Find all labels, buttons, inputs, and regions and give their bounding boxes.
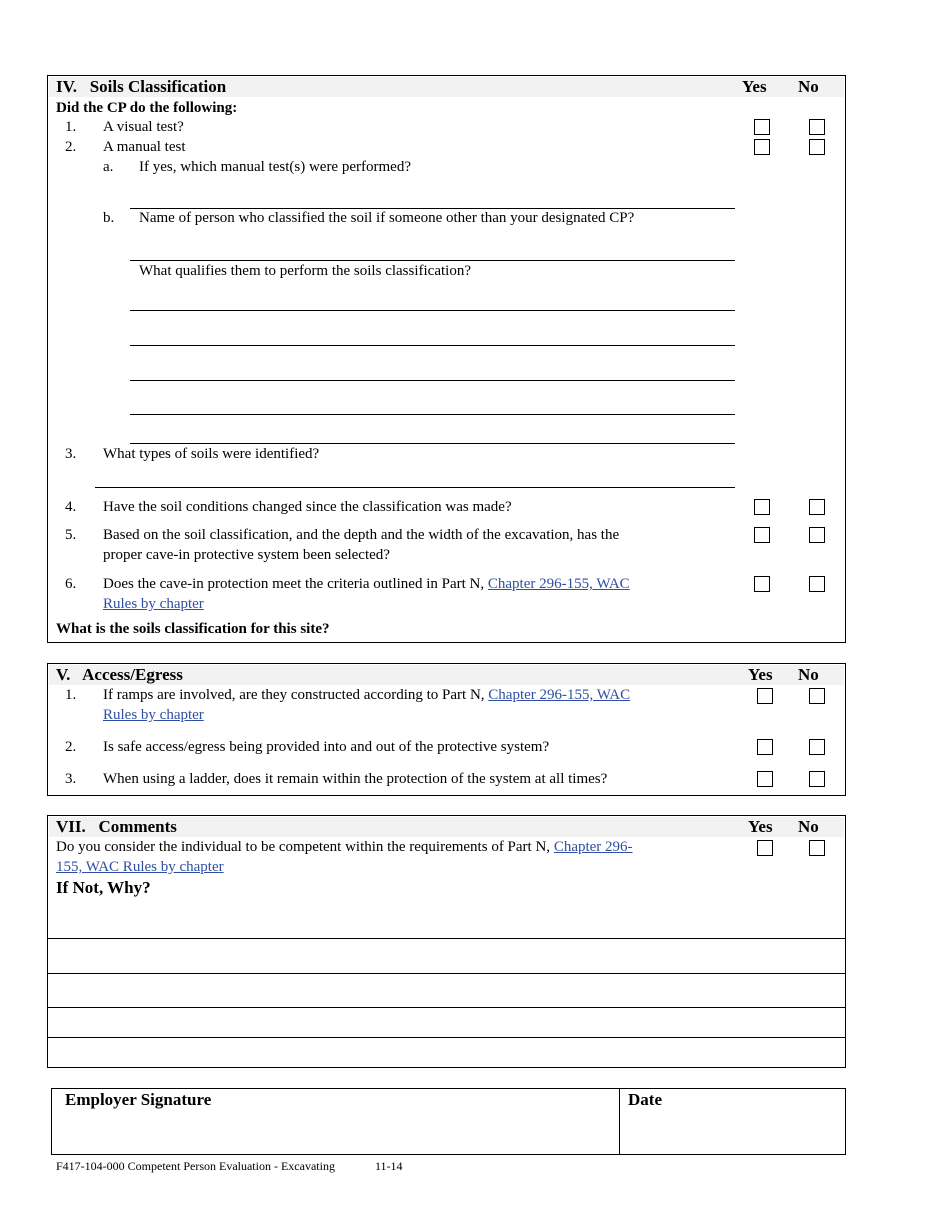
- question-number: 1.: [65, 119, 77, 135]
- comment-line[interactable]: [48, 938, 845, 939]
- no-column-header: No: [798, 77, 819, 96]
- qualifications-answer-line[interactable]: [130, 345, 735, 346]
- question-number: 1.: [65, 687, 77, 703]
- wac-rules-by-chapter-link[interactable]: Rules by chapter: [103, 707, 204, 723]
- competent-yes-checkbox[interactable]: [757, 840, 773, 856]
- signature-divider: [619, 1089, 620, 1154]
- question-classifier-qualifications: What qualifies them to perform the soils classification?: [139, 263, 471, 279]
- protective-system-no-checkbox[interactable]: [809, 527, 825, 543]
- date-field[interactable]: Date: [628, 1090, 662, 1109]
- section-soils-classification: [47, 75, 846, 643]
- question-number: 2.: [65, 139, 77, 155]
- safe-access-no-checkbox[interactable]: [809, 739, 825, 755]
- wac-chapter-link[interactable]: Chapter 296-: [553, 839, 633, 855]
- question-ramps: [103, 685, 630, 705]
- qualifications-answer-line[interactable]: [130, 380, 735, 381]
- wac-rules-by-chapter-link[interactable]: 155, WAC Rules by chapter: [56, 859, 224, 875]
- question-number: 3.: [65, 771, 77, 787]
- no-column-header: No: [798, 817, 819, 836]
- protective-system-yes-checkbox[interactable]: [754, 527, 770, 543]
- section-access-egress: [47, 663, 846, 796]
- qualifications-answer-line[interactable]: [130, 414, 735, 415]
- question-number: 6.: [65, 576, 77, 592]
- question-number: 2.: [65, 739, 77, 755]
- wac-chapter-link[interactable]: Chapter 296-155, WAC: [487, 576, 630, 592]
- question-ramps-line2: [103, 705, 204, 725]
- visual-test-yes-checkbox[interactable]: [754, 119, 770, 135]
- section-comments: [47, 815, 846, 1068]
- wac-rules-by-chapter-link[interactable]: Rules by chapter: [103, 596, 204, 612]
- question-number: 3.: [65, 446, 77, 462]
- question-competency: [56, 837, 633, 857]
- if-not-why-label: If Not, Why?: [56, 878, 151, 897]
- question-soil-conditions-changed: Have the soil conditions changed since the classification was made?: [103, 499, 512, 515]
- question-text: If ramps are involved, are they constructed according to Part N,: [103, 687, 489, 703]
- question-cave-in-criteria: [103, 574, 630, 594]
- comment-line[interactable]: [48, 1037, 845, 1038]
- section-intro: Did the CP do the following:: [56, 100, 238, 116]
- qualifications-answer-line[interactable]: [130, 310, 735, 311]
- question-ladder: When using a ladder, does it remain within the protection of the system at all times?: [103, 771, 608, 787]
- question-soil-types: What types of soils were identified?: [103, 446, 320, 462]
- safe-access-yes-checkbox[interactable]: [757, 739, 773, 755]
- sub-question-letter: a.: [103, 159, 114, 175]
- signature-block: [51, 1088, 846, 1155]
- comment-line[interactable]: [48, 1007, 845, 1008]
- soils-classification-question: What is the soils classification for this site?: [56, 621, 330, 637]
- footer-revision: 11-14: [375, 1159, 403, 1173]
- yes-column-header: Yes: [742, 77, 767, 96]
- question-classifier-name: Name of person who classified the soil if someone other than your designated CP?: [139, 210, 635, 226]
- question-visual-test: A visual test?: [103, 119, 184, 135]
- question-text: Do you consider the individual to be competent within the requirements of Part N,: [56, 839, 554, 855]
- manual-test-no-checkbox[interactable]: [809, 139, 825, 155]
- employer-signature-field[interactable]: Employer Signature: [65, 1090, 212, 1109]
- question-competency-line2: [56, 857, 224, 877]
- question-manual-test: A manual test: [103, 139, 186, 155]
- cave-in-criteria-no-checkbox[interactable]: [809, 576, 825, 592]
- ramps-no-checkbox[interactable]: [809, 688, 825, 704]
- question-safe-access: Is safe access/egress being provided into and out of the protective system?: [103, 739, 550, 755]
- cave-in-criteria-yes-checkbox[interactable]: [754, 576, 770, 592]
- ladder-yes-checkbox[interactable]: [757, 771, 773, 787]
- question-manual-tests-performed: If yes, which manual test(s) were performed?: [139, 159, 411, 175]
- question-number: 5.: [65, 527, 77, 543]
- question-text: Does the cave-in protection meet the criteria outlined in Part N,: [103, 576, 488, 592]
- ramps-yes-checkbox[interactable]: [757, 688, 773, 704]
- question-cave-in-criteria-line2: [103, 594, 204, 614]
- question-protective-system-line1: Based on the soil classification, and the depth and the width of the excavation, has the: [103, 527, 620, 543]
- yes-column-header: Yes: [748, 817, 773, 836]
- section-title: VII. Comments: [56, 817, 177, 836]
- section-title: IV. Soils Classification: [56, 77, 227, 96]
- comment-line[interactable]: [48, 973, 845, 974]
- soil-conditions-yes-checkbox[interactable]: [754, 499, 770, 515]
- wac-chapter-link[interactable]: Chapter 296-155, WAC: [488, 687, 631, 703]
- question-number: 4.: [65, 499, 77, 515]
- question-protective-system-line2: proper cave-in protective system been selected?: [103, 547, 390, 563]
- soil-conditions-no-checkbox[interactable]: [809, 499, 825, 515]
- competent-no-checkbox[interactable]: [809, 840, 825, 856]
- section-title: V. Access/Egress: [56, 665, 183, 684]
- visual-test-no-checkbox[interactable]: [809, 119, 825, 135]
- ladder-no-checkbox[interactable]: [809, 771, 825, 787]
- footer-form-id: F417-104-000 Competent Person Evaluation - Excavating: [56, 1159, 335, 1173]
- no-column-header: No: [798, 665, 819, 684]
- yes-column-header: Yes: [748, 665, 773, 684]
- soil-types-answer-line[interactable]: [95, 487, 735, 488]
- sub-question-letter: b.: [103, 210, 115, 226]
- manual-test-yes-checkbox[interactable]: [754, 139, 770, 155]
